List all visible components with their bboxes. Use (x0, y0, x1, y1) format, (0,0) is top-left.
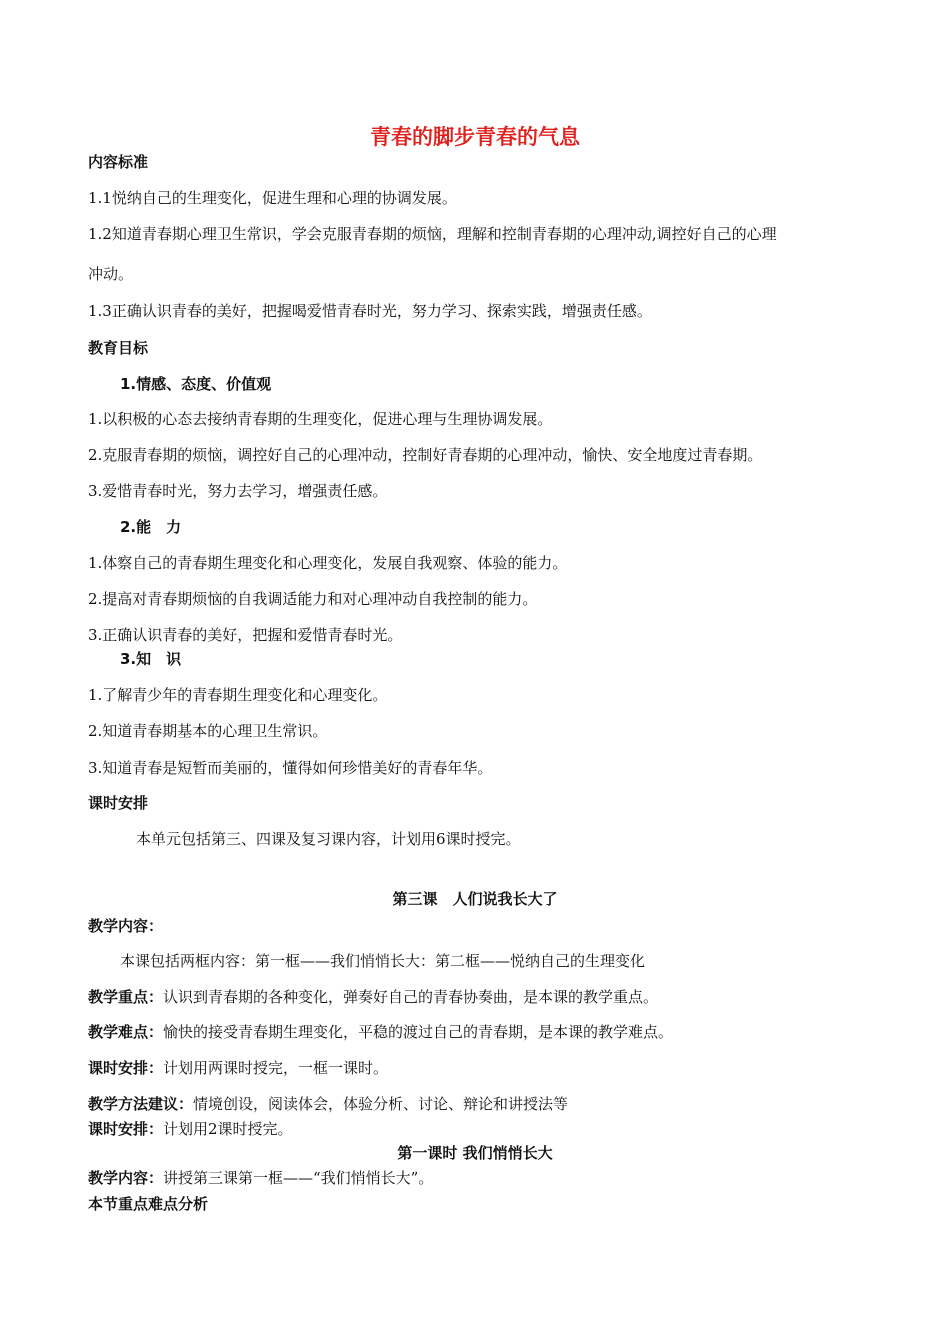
lesson3-difficulty-label: 教学难点： (88, 1023, 164, 1041)
emotion-item-3: 3.爱惜青春时光，努力去学习，增强责任感。 (88, 482, 388, 500)
lesson3-hours2-text: 计划用2课时授完。 (163, 1120, 293, 1138)
knowledge-item-3: 3.知道青春是短暂而美丽的，懂得如何珍惜美好的青春年华。 (88, 759, 493, 777)
lesson3-hours-text: 计划用两课时授完，一框一课时。 (163, 1059, 389, 1077)
lesson3-hours (88, 1058, 388, 1078)
emotion-heading: 1.情感、态度、价值观 (120, 375, 272, 393)
ability-heading: 2.能 力 (120, 518, 182, 536)
knowledge-heading: 3.知 识 (120, 650, 182, 668)
document-title: 青春的脚步青春的气息 (370, 125, 580, 149)
lesson3-hours2-label: 课时安排： (88, 1120, 164, 1138)
content-standard-item-3: 1.3正确认识青春的美好，把握喝爱惜青春时光，努力学习、探索实践，增强责任感。 (88, 302, 652, 320)
lesson3-method (88, 1094, 568, 1114)
lesson3-difficulty-text: 愉快的接受青春期生理变化，平稳的渡过自己的青春期，是本课的教学难点。 (163, 1023, 674, 1041)
lesson3-focus (88, 987, 658, 1007)
lesson3-content-text: 本课包括两框内容：第一框——我们悄悄长大：第二框——悦纳自己的生理变化 (120, 952, 646, 970)
lesson3-focus-label: 教学重点： (88, 988, 164, 1006)
lesson3-title: 第三课 人们说我长大了 (392, 890, 558, 908)
content-standard-heading: 内容标准 (88, 153, 149, 171)
lesson3-method-text: 情境创设，阅读体会，体验分析、讨论、辩论和讲授法等 (193, 1095, 569, 1113)
period1-analysis-heading: 本节重点难点分析 (88, 1195, 209, 1213)
schedule-text: 本单元包括第三、四课及复习课内容，计划用6课时授完。 (136, 830, 521, 848)
ability-item-3: 3.正确认识青春的美好，把握和爱惜青春时光。 (88, 626, 403, 644)
emotion-item-2: 2.克服青春期的烦恼，调控好自己的心理冲动，控制好青春期的心理冲动，愉快、安全地度过青春期。 (88, 446, 763, 464)
emotion-item-1: 1.以积极的心态去接纳青春期的生理变化，促进心理与生理协调发展。 (88, 410, 553, 428)
lesson3-focus-text: 认识到青春期的各种变化，弹奏好自己的青春协奏曲，是本课的教学重点。 (163, 988, 659, 1006)
goals-heading: 教育目标 (88, 339, 149, 357)
period1-content-label: 教学内容： (88, 1169, 164, 1187)
lesson3-hours-label: 课时安排： (88, 1059, 164, 1077)
schedule-heading: 课时安排 (88, 794, 149, 812)
ability-item-1: 1.体察自己的青春期生理变化和心理变化，发展自我观察、体验的能力。 (88, 554, 568, 572)
knowledge-item-2: 2.知道青春期基本的心理卫生常识。 (88, 722, 328, 740)
content-standard-item-2: 1.2知道青春期心理卫生常识，学会克服青春期的烦恼，理解和控制青春期的心理冲动,调控好自己的心理 (88, 225, 777, 243)
lesson3-content-label: 教学内容： (88, 917, 164, 935)
lesson3-difficulty (88, 1022, 673, 1042)
lesson3-hours2 (88, 1119, 293, 1139)
knowledge-item-1: 1.了解青少年的青春期生理变化和心理变化。 (88, 686, 388, 704)
period1-content (88, 1168, 433, 1188)
period1-title: 第一课时 我们悄悄长大 (397, 1144, 553, 1162)
content-standard-item-2-cont: 冲动。 (88, 265, 134, 283)
period1-content-text: 讲授第三课第一框——“我们悄悄长大”。 (163, 1169, 434, 1187)
ability-item-2: 2.提高对青春期烦恼的自我调适能力和对心理冲动自我控制的能力。 (88, 590, 538, 608)
content-standard-item-1: 1.1悦纳自己的生理变化，促进生理和心理的协调发展。 (88, 189, 457, 207)
lesson3-method-label: 教学方法建议： (88, 1095, 194, 1113)
